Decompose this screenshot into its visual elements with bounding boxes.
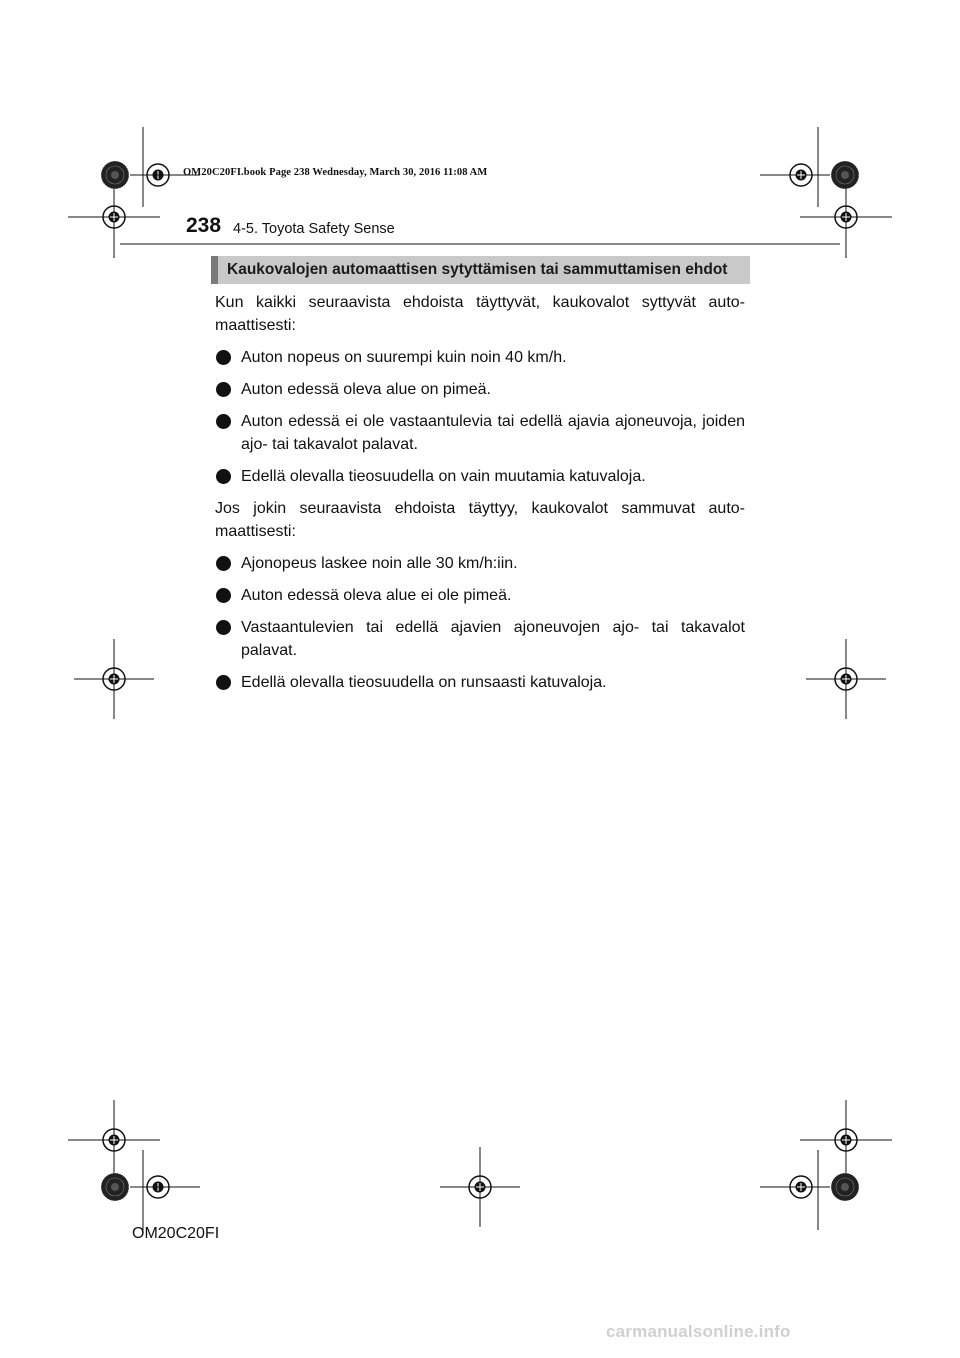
crop-mark-middle-right	[806, 639, 886, 719]
bullet-dot-icon	[216, 469, 231, 484]
book-info-line: OM20C20FI.book Page 238 Wednesday, March 30, 2016 11:08 AM	[183, 167, 488, 178]
crop-mark-top-left	[68, 127, 200, 258]
list-item-text: Edellä olevalla tieosuudella on vain muutamia katuvaloja.	[241, 468, 646, 485]
main-content	[215, 291, 745, 703]
list-item	[215, 616, 745, 662]
list-item-text: Vastaantulevien tai edellä ajavien ajoneuvojen ajo- tai takavalot palavat.	[241, 619, 745, 659]
section-title: 4-5. Toyota Safety Sense	[233, 221, 395, 237]
list-item-text: Auton nopeus on suurempi kuin noin 40 km/h.	[241, 349, 567, 366]
list-item-text: Auton edessä oleva alue on pimeä.	[241, 381, 491, 398]
footer-doc-code: OM20C20FI	[132, 1225, 220, 1242]
header-rule	[120, 243, 840, 245]
list-item	[215, 410, 745, 456]
section-heading-box	[211, 256, 750, 284]
bullet-dot-icon	[216, 620, 231, 635]
turn-on-intro: Kun kaikki seuraavista ehdoista täyttyvät, kaukovalot syttyvät auto-maattisesti:	[215, 294, 745, 334]
list-item	[215, 378, 745, 401]
crop-mark-bottom-center	[440, 1147, 520, 1227]
page-number: 238	[186, 214, 222, 237]
bullet-dot-icon	[216, 675, 231, 690]
list-item	[215, 346, 745, 369]
list-item	[215, 671, 745, 694]
turn-off-intro: Jos jokin seuraavista ehdoista täyttyy, kaukovalot sammuvat auto-maattisesti:	[215, 500, 745, 540]
list-item	[215, 552, 745, 575]
crop-mark-top-right	[760, 127, 892, 258]
list-item	[215, 584, 745, 607]
bullet-dot-icon	[216, 350, 231, 365]
list-item-text: Edellä olevalla tieosuudella on runsaasti katuvaloja.	[241, 674, 607, 691]
bullet-dot-icon	[216, 556, 231, 571]
bullet-dot-icon	[216, 414, 231, 429]
crop-mark-bottom-right	[760, 1100, 892, 1230]
section-heading: Kaukovalojen automaattisen sytyttämisen tai sammuttamisen ehdot	[227, 261, 728, 278]
list-item-text: Ajonopeus laskee noin alle 30 km/h:iin.	[241, 555, 518, 572]
bullet-dot-icon	[216, 588, 231, 603]
list-item-text: Auton edessä oleva alue ei ole pimeä.	[241, 587, 512, 604]
crop-mark-middle-left	[74, 639, 154, 719]
list-item	[215, 465, 745, 488]
crop-mark-bottom-left	[68, 1100, 200, 1230]
bullet-dot-icon	[216, 382, 231, 397]
list-item-text: Auton edessä ei ole vastaantulevia tai edellä ajavia ajoneuvoja, joiden ajo- tai takavalot palavat.	[241, 413, 745, 453]
watermark: carmanualsonline.info	[606, 1322, 791, 1341]
